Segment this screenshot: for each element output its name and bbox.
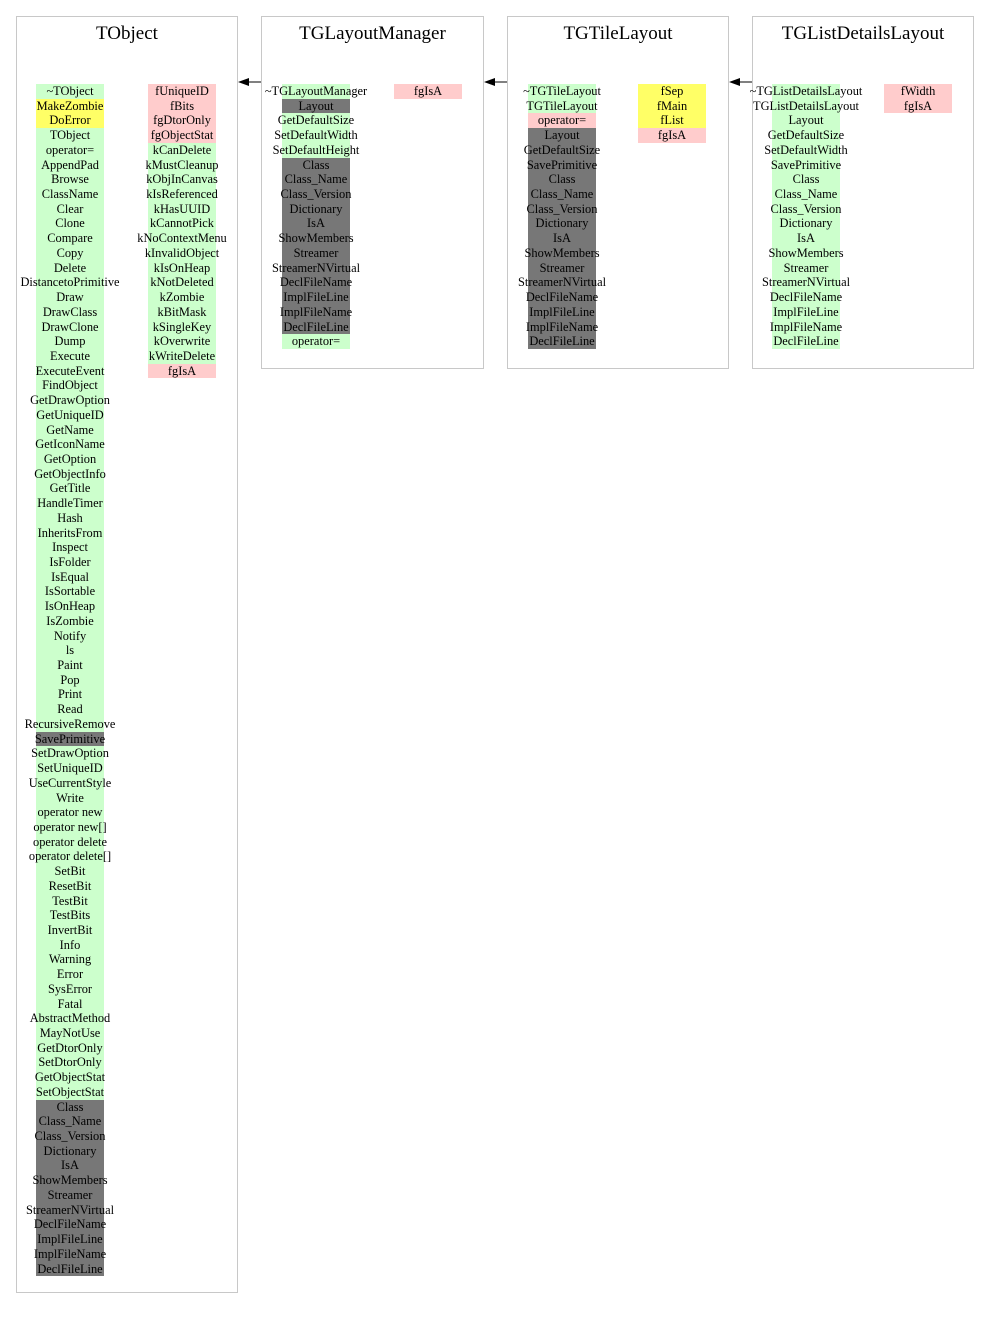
member-label: UseCurrentStyle — [28, 775, 112, 790]
member-label: kObjInCanvas — [146, 172, 218, 187]
member-label: Class_Version — [34, 1129, 106, 1144]
member-label: Dictionary — [289, 201, 343, 216]
member-label: Class — [56, 1099, 84, 1114]
member-label: fgIsA — [657, 128, 687, 143]
member-label: IsA — [553, 231, 571, 246]
member-label: HandleTimer — [37, 496, 103, 511]
member-label: DeclFileLine — [37, 1261, 103, 1276]
member-label: ls — [65, 643, 75, 658]
member-label: DeclFileLine — [529, 334, 595, 349]
member-label: GetDefaultSize — [767, 128, 845, 143]
member-label: GetTitle — [49, 481, 91, 496]
member-label: Delete — [53, 260, 87, 275]
member-label: Fatal — [57, 996, 83, 1011]
member-label: Streamer — [539, 260, 585, 275]
member-label: ImplFileName — [769, 319, 843, 334]
member-label: Write — [56, 790, 84, 805]
class-title: TGListDetailsLayout — [781, 23, 945, 44]
member-label: SetDefaultHeight — [272, 142, 360, 157]
member-label: TestBits — [49, 908, 91, 923]
member-label: Error — [56, 967, 84, 982]
member-label: Class_Version — [526, 201, 598, 216]
member-label: operator delete — [33, 834, 107, 849]
member-label: StreamerNVirtual — [761, 275, 851, 290]
member-label: ~TGListDetailsLayout — [749, 84, 863, 98]
member-label: fWidth — [900, 84, 936, 98]
member-label: GetOption — [43, 451, 97, 466]
member-label: Layout — [788, 113, 824, 128]
member-label: operator= — [45, 142, 95, 157]
member-label: Inspect — [52, 540, 88, 555]
member-label: InheritsFrom — [37, 525, 103, 540]
member-label: kSingleKey — [152, 319, 212, 334]
member-label: GetDefaultSize — [523, 142, 601, 157]
member-label: kNoContextMenu — [137, 231, 227, 246]
member-label: kWriteDelete — [148, 348, 216, 363]
member-label: SavePrimitive — [770, 157, 842, 172]
member-label: GetObjectInfo — [34, 466, 106, 481]
member-label: RecursiveRemove — [24, 716, 116, 731]
member-label: Dictionary — [43, 1143, 97, 1158]
class-title: TGLayoutManager — [299, 23, 446, 44]
member-label: kIsReferenced — [146, 187, 218, 202]
member-label: Streamer — [783, 260, 829, 275]
member-label: operator new[] — [33, 819, 107, 834]
member-label: Dictionary — [779, 216, 833, 231]
member-label: DoError — [49, 113, 91, 128]
member-label: ImplFileLine — [283, 290, 349, 305]
member-label: fSep — [660, 84, 684, 98]
member-label: Class_Name — [530, 187, 594, 202]
member-label: fgIsA — [167, 363, 197, 378]
member-label: IsA — [307, 216, 325, 231]
member-label: IsFolder — [49, 555, 91, 569]
member-label: Browse — [51, 172, 89, 187]
member-label: SavePrimitive — [526, 157, 598, 172]
member-label: ResetBit — [48, 878, 92, 893]
member-label: Clone — [55, 216, 85, 231]
member-label: ImplFileName — [33, 1246, 107, 1261]
member-label: IsA — [797, 231, 815, 246]
member-label: Class — [792, 172, 820, 187]
member-label: fgIsA — [413, 84, 443, 98]
member-label: GetUniqueID — [36, 407, 104, 422]
member-label: Notify — [53, 628, 87, 643]
member-label: kBitMask — [157, 304, 207, 319]
member-label: fUniqueID — [155, 84, 209, 98]
member-label: fList — [660, 113, 684, 128]
member-label: ImplFileName — [279, 304, 353, 319]
member-label: Execute — [50, 348, 90, 363]
member-label: SetDefaultWidth — [764, 142, 848, 157]
member-label: Print — [57, 687, 83, 702]
member-label: ExecuteEvent — [35, 363, 105, 378]
member-label: Streamer — [293, 245, 339, 260]
member-label: ImplFileLine — [529, 304, 595, 319]
member-label: ImplFileName — [525, 319, 599, 334]
member-label: IsOnHeap — [44, 599, 96, 614]
member-label: TObject — [49, 128, 91, 143]
member-label: Layout — [298, 98, 334, 113]
inheritance-arrow — [484, 78, 507, 86]
member-label: Class_Version — [280, 187, 352, 202]
member-label: Read — [57, 702, 83, 717]
member-label: MakeZombie — [36, 98, 104, 113]
member-label: MayNotUse — [39, 1026, 101, 1040]
member-label: TGTileLayout — [526, 98, 598, 113]
member-label: DeclFileName — [525, 290, 599, 305]
member-label: ~TGLayoutManager — [264, 84, 368, 98]
member-label: Dictionary — [535, 216, 589, 231]
member-label: ~TGTileLayout — [523, 84, 601, 98]
member-label: Dump — [54, 334, 86, 349]
member-label: kInvalidObject — [144, 245, 220, 260]
member-label: Compare — [47, 231, 93, 246]
member-label: Warning — [48, 952, 92, 967]
class-title: TGTileLayout — [563, 23, 673, 44]
member-label: TGListDetailsLayout — [753, 98, 859, 113]
member-label: ShowMembers — [524, 245, 600, 260]
member-label: Class_Name — [38, 1114, 102, 1129]
class-title: TObject — [96, 23, 158, 44]
member-label: operator delete[] — [28, 849, 112, 864]
member-label: StreamerNVirtual — [25, 1202, 115, 1217]
member-label: InvertBit — [47, 922, 93, 937]
member-label: Paint — [57, 658, 83, 673]
member-label: SetDefaultWidth — [274, 128, 358, 143]
member-label: DeclFileLine — [773, 334, 839, 349]
member-label: DistancetoPrimitive — [20, 275, 120, 290]
member-label: fMain — [656, 98, 688, 113]
member-label: kNotDeleted — [150, 275, 214, 290]
inheritance-arrow — [238, 78, 261, 86]
member-label: DeclFileLine — [283, 319, 349, 334]
member-label: ShowMembers — [768, 245, 844, 260]
member-label: GetDrawOption — [30, 393, 110, 408]
member-label: IsA — [61, 1158, 79, 1173]
member-label: SysError — [47, 981, 93, 996]
member-label: kHasUUID — [153, 201, 211, 216]
member-label: IsZombie — [46, 613, 94, 628]
member-label: Class_Name — [774, 187, 838, 202]
member-label: ~TObject — [46, 84, 94, 98]
member-label: kMustCleanup — [145, 157, 219, 172]
member-label: Class — [548, 172, 576, 187]
member-label: DeclFileName — [33, 1217, 107, 1232]
member-label: kCanDelete — [152, 142, 212, 157]
member-label: ImplFileLine — [773, 304, 839, 319]
member-label: GetObjectStat — [34, 1070, 106, 1085]
member-label: kIsOnHeap — [153, 260, 211, 275]
member-label: Info — [59, 937, 81, 952]
member-label: SetObjectStat — [35, 1084, 105, 1099]
member-label: DeclFileName — [279, 275, 353, 290]
member-label: FindObject — [42, 378, 98, 393]
member-label: IsSortable — [44, 584, 96, 599]
member-label: DrawClass — [42, 304, 98, 319]
member-label: fgIsA — [903, 98, 933, 113]
member-label: SavePrimitive — [34, 731, 106, 746]
member-label: fBits — [169, 98, 195, 113]
member-label: GetName — [46, 422, 94, 437]
member-label: Streamer — [47, 1187, 93, 1202]
member-label: TestBit — [52, 893, 88, 908]
member-label: DrawClone — [41, 319, 99, 334]
member-label: kCannotPick — [149, 216, 215, 231]
member-label: SetUniqueID — [37, 761, 103, 776]
member-label: ImplFileLine — [37, 1232, 103, 1247]
member-label: Clear — [56, 201, 84, 216]
member-label: Class_Name — [284, 172, 348, 187]
member-label: operator= — [537, 113, 587, 128]
member-label: kZombie — [159, 290, 205, 305]
member-label: ShowMembers — [32, 1173, 108, 1188]
inheritance-arrow — [729, 78, 752, 86]
member-label: operator new — [37, 805, 103, 820]
member-label: SetDtorOnly — [38, 1055, 102, 1070]
member-label: GetDefaultSize — [277, 113, 355, 128]
member-label: StreamerNVirtual — [517, 275, 607, 290]
member-label: Class_Version — [770, 201, 842, 216]
member-label: fgObjectStat — [150, 128, 214, 143]
member-label: kOverwrite — [153, 334, 211, 349]
member-label: operator= — [291, 334, 341, 349]
member-label: AbstractMethod — [29, 1011, 111, 1026]
member-label: SetDrawOption — [31, 746, 109, 761]
member-label: Layout — [544, 128, 580, 143]
member-label: DeclFileName — [769, 290, 843, 305]
member-label: AppendPad — [41, 157, 99, 172]
member-label: IsEqual — [51, 569, 89, 584]
member-label: Pop — [60, 672, 80, 687]
member-label: Class — [302, 157, 330, 172]
member-label: SetBit — [54, 864, 86, 879]
member-label: GetIconName — [35, 437, 105, 452]
member-label: Hash — [57, 510, 83, 525]
member-label: Copy — [56, 245, 84, 260]
member-label: Draw — [56, 290, 84, 305]
member-label: GetDtorOnly — [37, 1040, 103, 1055]
member-label: ShowMembers — [278, 231, 354, 246]
member-label: StreamerNVirtual — [271, 260, 361, 275]
member-label: ClassName — [41, 187, 99, 202]
member-label: fgDtorOnly — [153, 113, 211, 128]
